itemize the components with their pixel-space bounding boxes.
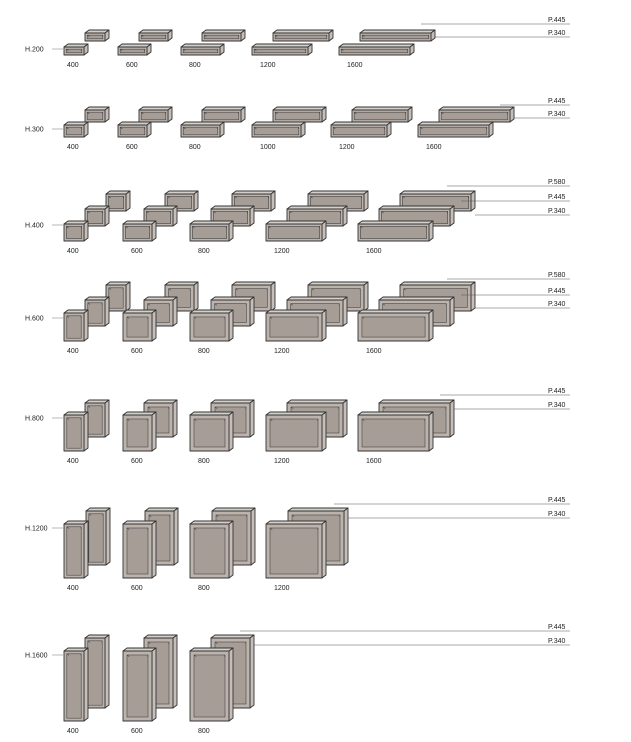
width-label: 800 (198, 348, 210, 355)
shelf-box (139, 30, 172, 41)
width-label: 600 (131, 585, 143, 592)
shelf-box (266, 310, 326, 341)
shelf-box (266, 521, 326, 578)
depth-label: P.340 (548, 638, 566, 645)
shelf-box (339, 44, 414, 55)
width-label: 600 (131, 728, 143, 735)
shelf-box (358, 221, 433, 241)
depth-label: P.340 (548, 208, 566, 215)
shelf-box (123, 648, 156, 721)
width-label: 400 (67, 458, 79, 465)
depth-label: P.340 (548, 30, 566, 37)
shelf-box (64, 412, 88, 451)
depth-label: P.445 (548, 624, 566, 631)
width-label: 400 (67, 348, 79, 355)
row-h400 (25, 179, 570, 255)
shelf-box (118, 44, 151, 55)
shelf-box (64, 122, 88, 137)
shelf-box (118, 122, 151, 137)
depth-label: P.445 (548, 98, 566, 105)
depth-label: P.340 (548, 301, 566, 308)
width-label: 600 (131, 248, 143, 255)
shelf-box (123, 521, 156, 578)
shelf-box (190, 221, 233, 241)
shelf-box (123, 412, 156, 451)
height-label: H.800 (25, 415, 44, 423)
shelf-box (418, 122, 493, 137)
width-label: 800 (189, 144, 201, 151)
height-label: H.600 (25, 315, 44, 323)
shelf-box (439, 107, 514, 122)
shelf-box (64, 521, 88, 578)
width-label: 1200 (260, 62, 276, 69)
shelf-box (86, 508, 110, 565)
width-label: 1600 (366, 458, 382, 465)
shelf-box (123, 310, 156, 341)
depth-label: P.580 (548, 272, 566, 279)
width-label: 1200 (274, 458, 290, 465)
row-h1200 (25, 497, 570, 592)
width-label: 1600 (366, 348, 382, 355)
shelf-box (64, 310, 88, 341)
row-h800 (25, 388, 570, 465)
shelf-box (273, 30, 333, 41)
width-label: 400 (67, 144, 79, 151)
height-label: H.200 (25, 46, 44, 54)
width-label: 600 (131, 348, 143, 355)
shelf-box (358, 412, 433, 451)
shelf-box (360, 30, 435, 41)
width-label: 1600 (426, 144, 442, 151)
depth-label: P.445 (548, 388, 566, 395)
width-label: 1600 (366, 248, 382, 255)
depth-label: P.340 (548, 402, 566, 409)
row-h600 (25, 272, 570, 355)
shelf-box (252, 44, 312, 55)
width-label: 800 (198, 585, 210, 592)
shelf-box (85, 400, 109, 437)
shelf-box (266, 412, 326, 451)
width-label: 800 (198, 728, 210, 735)
shelf-box (139, 107, 172, 122)
shelf-box (64, 648, 88, 721)
shelf-box (273, 107, 326, 122)
width-label: 400 (67, 585, 79, 592)
height-label: H.1200 (25, 525, 48, 533)
depth-label: P.445 (548, 288, 566, 295)
width-label: 600 (126, 62, 138, 69)
shelf-box (252, 122, 305, 137)
depth-label: P.580 (548, 179, 566, 186)
shelf-box (181, 44, 224, 55)
shelf-box (266, 221, 326, 241)
shelf-box (202, 30, 245, 41)
shelf-box (85, 297, 109, 326)
shelf-box (190, 310, 233, 341)
row-h200 (25, 17, 570, 69)
height-label: H.1600 (25, 652, 48, 660)
shelf-box (64, 221, 88, 241)
width-label: 800 (189, 62, 201, 69)
row-h300 (25, 98, 570, 151)
height-label: H.400 (25, 222, 44, 230)
shelf-box (331, 122, 391, 137)
width-label: 800 (198, 248, 210, 255)
shelf-box (358, 310, 433, 341)
width-label: 800 (198, 458, 210, 465)
row-h1600 (25, 624, 570, 735)
shelf-box (85, 30, 109, 41)
width-label: 400 (67, 62, 79, 69)
shelf-box (106, 282, 130, 311)
shelf-box (181, 122, 224, 137)
width-label: 1000 (260, 144, 276, 151)
width-label: 600 (131, 458, 143, 465)
shelf-box (190, 412, 233, 451)
shelf-box (85, 635, 109, 708)
shelf-box (85, 107, 109, 122)
shelf-box (106, 191, 130, 211)
depth-label: P.445 (548, 194, 566, 201)
shelf-box (190, 648, 233, 721)
shelf-box (202, 107, 245, 122)
shelf-box (352, 107, 412, 122)
shelf-box (123, 221, 156, 241)
width-label: 600 (126, 144, 138, 151)
height-label: H.300 (25, 126, 44, 134)
width-label: 400 (67, 248, 79, 255)
shelf-box (64, 44, 88, 55)
width-label: 400 (67, 728, 79, 735)
shelf-box (85, 206, 109, 226)
width-label: 1600 (347, 62, 363, 69)
shelf-box (190, 521, 233, 578)
width-label: 1200 (274, 585, 290, 592)
depth-label: P.340 (548, 511, 566, 518)
depth-label: P.445 (548, 497, 566, 504)
depth-label: P.445 (548, 17, 566, 24)
width-label: 1200 (339, 144, 355, 151)
width-label: 1200 (274, 248, 290, 255)
width-label: 1200 (274, 348, 290, 355)
depth-label: P.340 (548, 111, 566, 118)
